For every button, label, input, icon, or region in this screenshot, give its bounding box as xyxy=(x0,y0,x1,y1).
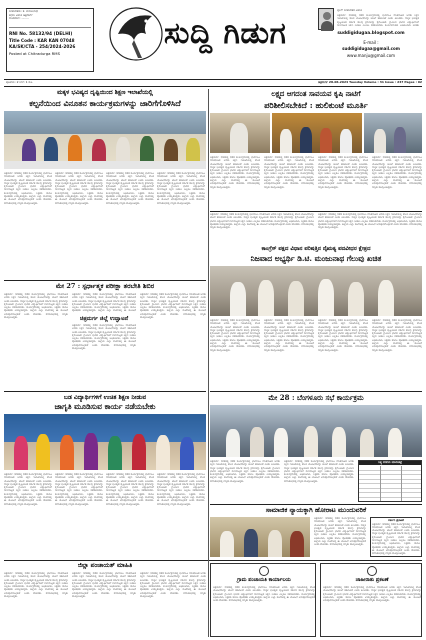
left-info-line-2: ಕಛೇರಿ ವಿಳಾಸ ಚಿತ್ರದುರ್ಗ xyxy=(9,12,33,17)
story-1-headline-2: ಕಲ್ಪನೆಯಿಂದ ವಿನೂತನ ಕಾರ್ಯಕ್ರಮಗಳನ್ನು ಜಾರಿಗೆಗೊಳಿಸಿದೆ xyxy=(29,98,181,108)
masthead-right-info xyxy=(318,8,420,72)
story-4-col-2: ಚಿತ್ರದುರ್ಗ: ನಗರದಲ್ಲಿ ನಡೆದ ಕಾರ್ಯಕ್ರಮದಲ್ಲಿ ಭಾಗವಹಿಸಿ ಮಾತನಾಡಿದ ಅವರು ಶಿಕ್ಷಣ ಇಲಾಖೆಯಲ್ಲಿ ಹೊಸ ಯೋಜನೆಗಳನ್ನು ಜಾರಿಗೆ ತರಲಾಗಿದೆ ಎಂದು ತಿಳಿಸಿದರು. ಮಕ್ಕಳ ಭವಿಷ್ಯದ ದೃಷ್ಟಿಯಿಂದ ಸರ್ಕಾರ ಹಲವು ಕ್ರಮಗಳನ್ನು ಕೈಗೊಂಡಿದೆ. ಗ್ರಾಮೀಣ ಭಾಗದ ವಿದ್ಯಾರ್ಥಿಗಳಿಗೆ ಗುಣಮಟ್ಟದ ಶಿಕ್ಷಣ ನೀಡಲು ಎಲ್ಲರೂ ಸಹಕರಿಸಬೇಕು. ಕಾರ್ಯಕ್ರಮದಲ್ಲಿ ಅಧಿಕಾರಿಗಳು, ಶಿಕ್ಷಕರು ಹಾಗೂ ಪೋಷಕರು ಉಪಸ್ಥಿತರಿದ್ದರು. ಜಿಲ್ಲೆಯ ಎಲ್ಲಾ ಶಾಲೆಗಳಲ್ಲಿ ಈ ಯೋಜನೆ ಅನುಷ್ಠಾನಗೊಳ್ಳಲಿದೆ ಎಂದು ಹೇಳಿದರು. ಸಮಾರಂಭದಲ್ಲಿ ಗಣ್ಯರು ಪಾಲ್ಗೊಂಡಿದ್ದರು. xyxy=(140,293,206,320)
seal-icon xyxy=(367,566,377,576)
story-8-headline: ಸಾಮಾಜಿಕ ನ್ಯಾಯಕ್ಕಾಗಿ ಹೋರಾಟ ಮುಂದುವರಿಕೆ xyxy=(265,506,367,514)
blog-address: suddigidugaa.blogspot.com xyxy=(337,31,405,36)
story-2-photo-3 xyxy=(364,113,422,153)
story-2-col-4: ಚಿತ್ರದುರ್ಗ: ನಗರದಲ್ಲಿ ನಡೆದ ಕಾರ್ಯಕ್ರಮದಲ್ಲಿ ಭಾಗವಹಿಸಿ ಮಾತನಾಡಿದ ಅವರು ಶಿಕ್ಷಣ ಇಲಾಖೆಯಲ್ಲಿ ಹೊಸ ಯೋಜನೆಗಳನ್ನು ಜಾರಿಗೆ ತರಲಾಗಿದೆ ಎಂದು ತಿಳಿಸಿದರು. ಮಕ್ಕಳ ಭವಿಷ್ಯದ ದೃಷ್ಟಿಯಿಂದ ಸರ್ಕಾರ ಹಲವು ಕ್ರಮಗಳನ್ನು ಕೈಗೊಂಡಿದೆ. ಗ್ರಾಮೀಣ ಭಾಗದ ವಿದ್ಯಾರ್ಥಿಗಳಿಗೆ ಗುಣಮಟ್ಟದ ಶಿಕ್ಷಣ ನೀಡಲು ಎಲ್ಲರೂ ಸಹಕರಿಸಬೇಕು. ಕಾರ್ಯಕ್ರಮದಲ್ಲಿ ಅಧಿಕಾರಿಗಳು, ಶಿಕ್ಷಕರು ಹಾಗೂ ಪೋಷಕರು ಉಪಸ್ಥಿತರಿದ್ದರು. ಜಿಲ್ಲೆಯ ಎಲ್ಲಾ ಶಾಲೆಗಳಲ್ಲಿ ಈ ಯೋಜನೆ ಅನುಷ್ಠಾನಗೊಳ್ಳಲಿದೆ ಎಂದು ಹೇಳಿದರು. ಸಮಾರಂಭದಲ್ಲಿ ಗಣ್ಯರು ಪಾಲ್ಗೊಂಡಿದ್ದರು. xyxy=(372,156,422,189)
story-1 xyxy=(4,89,206,279)
gram-panchayat-text: ಚಿತ್ರದುರ್ಗ: ನಗರದಲ್ಲಿ ನಡೆದ ಕಾರ್ಯಕ್ರಮದಲ್ಲಿ ಭಾಗವಹಿಸಿ ಮಾತನಾಡಿದ ಅವರು ಶಿಕ್ಷಣ ಇಲಾಖೆಯಲ್ಲಿ ಹೊಸ ಯೋಜನೆಗಳನ್ನು ಜಾರಿಗೆ ತರಲಾಗಿದೆ ಎಂದು ತಿಳಿಸಿದರು. ಮಕ್ಕಳ ಭವಿಷ್ಯದ ದೃಷ್ಟಿಯಿಂದ ಸರ್ಕಾರ ಹಲವು ಕ್ರಮಗಳನ್ನು ಕೈಗೊಂಡಿದೆ. ಗ್ರಾಮೀಣ ಭಾಗದ ವಿದ್ಯಾರ್ಥಿಗಳಿಗೆ ಗುಣಮಟ್ಟದ ಶಿಕ್ಷಣ ನೀಡಲು ಎಲ್ಲರೂ ಸಹಕರಿಸಬೇಕು. ಕಾರ್ಯಕ್ರಮದಲ್ಲಿ ಅಧಿಕಾರಿಗಳು, ಶಿಕ್ಷಕರು ಹಾಗೂ ಪೋಷಕರು ಉಪಸ್ಥಿತರಿದ್ದರು. ಜಿಲ್ಲೆಯ ಎಲ್ಲಾ ಶಾಲೆಗಳಲ್ಲಿ ಈ ಯೋಜನೆ ಅನುಷ್ಠಾನಗೊಳ್ಳಲಿದೆ ಎಂದು ಹೇಳಿದರು. ಸಮಾರಂಭದಲ್ಲಿ ಗಣ್ಯರು ಪಾಲ್ಗೊಂಡಿದ್ದರು. xyxy=(213,586,315,603)
right-info-body: ಚಿತ್ರದುರ್ಗ: ನಗರದಲ್ಲಿ ನಡೆದ ಕಾರ್ಯಕ್ರಮದಲ್ಲಿ ಭಾಗವಹಿಸಿ ಮಾತನಾಡಿದ ಅವರು ಶಿಕ್ಷಣ ಇಲಾಖೆಯಲ್ಲಿ ಹೊಸ ಯೋಜನೆಗಳನ್ನು ಜಾರಿಗೆ ತರಲಾಗಿದೆ ಎಂದು ತಿಳಿಸಿದರು. ಮಕ್ಕಳ ಭವಿಷ್ಯದ ದೃಷ್ಟಿಯಿಂದ ಸರ್ಕಾರ ಹಲವು ಕ್ರಮಗಳನ್ನು ಕೈಗೊಂಡಿದೆ. ಗ್ರಾಮೀಣ ಭಾಗದ ವಿದ್ಯಾರ್ಥಿಗಳಿಗೆ ಗುಣಮಟ್ಟದ ಶಿಕ್ಷಣ ನೀಡಲು ಎಲ್ಲರೂ ಸಹಕರಿಸಬೇಕು. ಕಾರ್ಯಕ್ರಮದಲ್ಲಿ ಅಧಿಕಾರಿಗಳು, ಶಿಕ್ಷಕರು xyxy=(337,14,419,26)
website-address[interactable]: www.manju@gmail.com xyxy=(346,53,396,58)
story-5-col-1: ಚಿತ್ರದುರ್ಗ: ನಗರದಲ್ಲಿ ನಡೆದ ಕಾರ್ಯಕ್ರಮದಲ್ಲಿ ಭಾಗವಹಿಸಿ ಮಾತನಾಡಿದ ಅವರು ಶಿಕ್ಷಣ ಇಲಾಖೆಯಲ್ಲಿ ಹೊಸ ಯೋಜನೆಗಳನ್ನು ಜಾರಿಗೆ ತರಲಾಗಿದೆ ಎಂದು ತಿಳಿಸಿದರು. ಮಕ್ಕಳ ಭವಿಷ್ಯದ ದೃಷ್ಟಿಯಿಂದ ಸರ್ಕಾರ ಹಲವು ಕ್ರಮಗಳನ್ನು ಕೈಗೊಂಡಿದೆ. ಗ್ರಾಮೀಣ ಭಾಗದ ವಿದ್ಯಾರ್ಥಿಗಳಿಗೆ ಗುಣಮಟ್ಟದ ಶಿಕ್ಷಣ ನೀಡಲು ಎಲ್ಲರೂ ಸಹಕರಿಸಬೇಕು. ಕಾರ್ಯಕ್ರಮದಲ್ಲಿ ಅಧಿಕಾರಿಗಳು, ಶಿಕ್ಷಕರು ಹಾಗೂ ಪೋಷಕರು ಉಪಸ್ಥಿತರಿದ್ದರು. ಜಿಲ್ಲೆಯ ಎಲ್ಲಾ ಶಾಲೆಗಳಲ್ಲಿ ಈ ಯೋಜನೆ ಅನುಷ್ಠಾನಗೊಳ್ಳಲಿದೆ ಎಂದು ಹೇಳಿದರು. ಸಮಾರಂಭದಲ್ಲಿ ಗಣ್ಯರು ಪಾಲ್ಗೊಂಡಿದ್ದರು. xyxy=(210,319,260,352)
email-address[interactable]: suddigidugaa@gmail.com xyxy=(342,46,400,51)
story-5-headline-2: ನಿಜವಾದ ಅಭ್ಯರ್ಥಿ ಡಿ.ಟಿ. ಮಂಜುನಾಥ ಗೆಲುವು ಖಚಿತ xyxy=(250,254,382,263)
story-4-col-1: ಚಿತ್ರದುರ್ಗ: ನಗರದಲ್ಲಿ ನಡೆದ ಕಾರ್ಯಕ್ರಮದಲ್ಲಿ ಭಾಗವಹಿಸಿ ಮಾತನಾಡಿದ ಅವರು ಶಿಕ್ಷಣ ಇಲಾಖೆಯಲ್ಲಿ ಹೊಸ ಯೋಜನೆಗಳನ್ನು ಜಾರಿಗೆ ತರಲಾಗಿದೆ ಎಂದು ತಿಳಿಸಿದರು. ಮಕ್ಕಳ ಭವಿಷ್ಯದ ದೃಷ್ಟಿಯಿಂದ ಸರ್ಕಾರ ಹಲವು ಕ್ರಮಗಳನ್ನು ಕೈಗೊಂಡಿದೆ. ಗ್ರಾಮೀಣ ಭಾಗದ ವಿದ್ಯಾರ್ಥಿಗಳಿಗೆ ಗುಣಮಟ್ಟದ ಶಿಕ್ಷಣ ನೀಡಲು ಎಲ್ಲರೂ ಸಹಕರಿಸಬೇಕು. ಕಾರ್ಯಕ್ರಮದಲ್ಲಿ ಅಧಿಕಾರಿಗಳು, ಶಿಕ್ಷಕರು ಹಾಗೂ ಪೋಷಕರು ಉಪಸ್ಥಿತರಿದ್ದರು. ಜಿಲ್ಲೆಯ ಎಲ್ಲಾ ಶಾಲೆಗಳಲ್ಲಿ ಈ ಯೋಜನೆ ಅನುಷ್ಠಾನಗೊಳ್ಳಲಿದೆ ಎಂದು ಹೇಳಿದರು. ಸಮಾರಂಭದಲ್ಲಿ ಗಣ್ಯರು ಪಾಲ್ಗೊಂಡಿದ್ದರು. xyxy=(72,324,136,351)
title-code: Title Code : KAR KAN 07048 xyxy=(9,38,75,43)
divider-s3 xyxy=(4,280,206,281)
story-2-col-1: ಚಿತ್ರದುರ್ಗ: ನಗರದಲ್ಲಿ ನಡೆದ ಕಾರ್ಯಕ್ರಮದಲ್ಲಿ ಭಾಗವಹಿಸಿ ಮಾತನಾಡಿದ ಅವರು ಶಿಕ್ಷಣ ಇಲಾಖೆಯಲ್ಲಿ ಹೊಸ ಯೋಜನೆಗಳನ್ನು ಜಾರಿಗೆ ತರಲಾಗಿದೆ ಎಂದು ತಿಳಿಸಿದರು. ಮಕ್ಕಳ ಭವಿಷ್ಯದ ದೃಷ್ಟಿಯಿಂದ ಸರ್ಕಾರ ಹಲವು ಕ್ರಮಗಳನ್ನು ಕೈಗೊಂಡಿದೆ. ಗ್ರಾಮೀಣ ಭಾಗದ ವಿದ್ಯಾರ್ಥಿಗಳಿಗೆ ಗುಣಮಟ್ಟದ ಶಿಕ್ಷಣ ನೀಡಲು ಎಲ್ಲರೂ ಸಹಕರಿಸಬೇಕು. ಕಾರ್ಯಕ್ರಮದಲ್ಲಿ ಅಧಿಕಾರಿಗಳು, ಶಿಕ್ಷಕರು ಹಾಗೂ ಪೋಷಕರು ಉಪಸ್ಥಿತರಿದ್ದರು. ಜಿಲ್ಲೆಯ ಎಲ್ಲಾ ಶಾಲೆಗಳಲ್ಲಿ ಈ ಯೋಜನೆ ಅನುಷ್ಠಾನಗೊಳ್ಳಲಿದೆ ಎಂದು ಹೇಳಿದರು. ಸಮಾರಂಭದಲ್ಲಿ ಗಣ್ಯರು ಪಾಲ್ಗೊಂಡಿದ್ದರು. xyxy=(210,156,260,189)
story-1-col-1: ಚಿತ್ರದುರ್ಗ: ನಗರದಲ್ಲಿ ನಡೆದ ಕಾರ್ಯಕ್ರಮದಲ್ಲಿ ಭಾಗವಹಿಸಿ ಮಾತನಾಡಿದ ಅವರು ಶಿಕ್ಷಣ ಇಲಾಖೆಯಲ್ಲಿ ಹೊಸ ಯೋಜನೆಗಳನ್ನು ಜಾರಿಗೆ ತರಲಾಗಿದೆ ಎಂದು ತಿಳಿಸಿದರು. ಮಕ್ಕಳ ಭವಿಷ್ಯದ ದೃಷ್ಟಿಯಿಂದ ಸರ್ಕಾರ ಹಲವು ಕ್ರಮಗಳನ್ನು ಕೈಗೊಂಡಿದೆ. ಗ್ರಾಮೀಣ ಭಾಗದ ವಿದ್ಯಾರ್ಥಿಗಳಿಗೆ ಗುಣಮಟ್ಟದ ಶಿಕ್ಷಣ ನೀಡಲು ಎಲ್ಲರೂ ಸಹಕರಿಸಬೇಕು. ಕಾರ್ಯಕ್ರಮದಲ್ಲಿ ಅಧಿಕಾರಿಗಳು, ಶಿಕ್ಷಕರು ಹಾಗೂ ಪೋಷಕರು ಉಪಸ್ಥಿತರಿದ್ದರು. ಜಿಲ್ಲೆಯ ಎಲ್ಲಾ ಶಾಲೆಗಳಲ್ಲಿ ಈ ಯೋಜನೆ ಅನುಷ್ಠಾನಗೊಳ್ಳಲಿದೆ ಎಂದು ಹೇಳಿದರು. ಸಮಾರಂಭದಲ್ಲಿ ಗಣ್ಯರು ಪಾಲ್ಗೊಂಡಿದ್ದರು. xyxy=(4,172,52,205)
emblem-icon xyxy=(259,566,269,576)
story-3-col-2: ಚಿತ್ರದುರ್ಗ: ನಗರದಲ್ಲಿ ನಡೆದ ಕಾರ್ಯಕ್ರಮದಲ್ಲಿ ಭಾಗವಹಿಸಿ ಮಾತನಾಡಿದ ಅವರು ಶಿಕ್ಷಣ ಇಲಾಖೆಯಲ್ಲಿ ಹೊಸ ಯೋಜನೆಗಳನ್ನು ಜಾರಿಗೆ ತರಲಾಗಿದೆ ಎಂದು ತಿಳಿಸಿದರು. ಮಕ್ಕಳ ಭವಿಷ್ಯದ ದೃಷ್ಟಿಯಿಂದ ಸರ್ಕಾರ ಹಲವು ಕ್ರಮಗಳನ್ನು ಕೈಗೊಂಡಿದೆ. ಗ್ರಾಮೀಣ ಭಾಗದ ವಿದ್ಯಾರ್ಥಿಗಳಿಗೆ ಗುಣಮಟ್ಟದ ಶಿಕ್ಷಣ ನೀಡಲು ಎಲ್ಲರೂ ಸಹಕರಿಸಬೇಕು. ಕಾರ್ಯಕ್ರಮದಲ್ಲಿ ಅಧಿಕಾರಿಗಳು, ಶಿಕ್ಷಕರು ಹಾಗೂ ಪೋಷಕರು ಉಪಸ್ಥಿತರಿದ್ದರು. ಜಿಲ್ಲೆಯ ಎಲ್ಲಾ ಶಾಲೆಗಳಲ್ಲಿ ಈ ಯೋಜನೆ xyxy=(72,293,136,313)
posted-at: Posted at Chitradurga RMS xyxy=(9,51,60,56)
story-5-pre-col-1: ಚಿತ್ರದುರ್ಗ: ನಗರದಲ್ಲಿ ನಡೆದ ಕಾರ್ಯಕ್ರಮದಲ್ಲಿ ಭಾಗವಹಿಸಿ ಮಾತನಾಡಿದ ಅವರು ಶಿಕ್ಷಣ ಇಲಾಖೆಯಲ್ಲಿ ಹೊಸ ಯೋಜನೆಗಳನ್ನು ಜಾರಿಗೆ ತರಲಾಗಿದೆ ಎಂದು ತಿಳಿಸಿದರು. ಮಕ್ಕಳ ಭವಿಷ್ಯದ ದೃಷ್ಟಿಯಿಂದ ಸರ್ಕಾರ ಹಲವು ಕ್ರಮಗಳನ್ನು ಕೈಗೊಂಡಿದೆ. ಗ್ರಾಮೀಣ ಭಾಗದ ವಿದ್ಯಾರ್ಥಿಗಳಿಗೆ ಗುಣಮಟ್ಟದ ಶಿಕ್ಷಣ ನೀಡಲು ಎಲ್ಲರೂ ಸಹಕರಿಸಬೇಕು. ಕಾರ್ಯಕ್ರಮದಲ್ಲಿ ಅಧಿಕಾರಿಗಳು, ಶಿಕ್ಷಕರು ಹಾಗೂ ಪೋಷಕರು ಉಪಸ್ಥಿತರಿದ್ದರು. ಜಿಲ್ಲೆಯ ಎಲ್ಲಾ ಶಾಲೆಗಳಲ್ಲಿ ಈ ಯೋಜನೆ ಅನುಷ್ಠಾನಗೊಳ್ಳಲಿದೆ ಎಂದು ಹೇಳಿದರು. ಸಮಾರಂಭದಲ್ಲಿ ಗಣ್ಯರು ಪಾಲ್ಗೊಂಡಿದ್ದರು. xyxy=(210,213,314,230)
story-7-col-1: ಚಿತ್ರದುರ್ಗ: ನಗರದಲ್ಲಿ ನಡೆದ ಕಾರ್ಯಕ್ರಮದಲ್ಲಿ ಭಾಗವಹಿಸಿ ಮಾತನಾಡಿದ ಅವರು ಶಿಕ್ಷಣ ಇಲಾಖೆಯಲ್ಲಿ ಹೊಸ ಯೋಜನೆಗಳನ್ನು ಜಾರಿಗೆ ತರಲಾಗಿದೆ ಎಂದು ತಿಳಿಸಿದರು. ಮಕ್ಕಳ ಭವಿಷ್ಯದ ದೃಷ್ಟಿಯಿಂದ ಸರ್ಕಾರ ಹಲವು ಕ್ರಮಗಳನ್ನು ಕೈಗೊಂಡಿದೆ. ಗ್ರಾಮೀಣ ಭಾಗದ ವಿದ್ಯಾರ್ಥಿಗಳಿಗೆ ಗುಣಮಟ್ಟದ ಶಿಕ್ಷಣ ನೀಡಲು ಎಲ್ಲರೂ ಸಹಕರಿಸಬೇಕು. ಕಾರ್ಯಕ್ರಮದಲ್ಲಿ ಅಧಿಕಾರಿಗಳು, ಶಿಕ್ಷಕರು ಹಾಗೂ ಪೋಷಕರು ಉಪಸ್ಥಿತರಿದ್ದರು. ಜಿಲ್ಲೆಯ ಎಲ್ಲಾ ಶಾಲೆಗಳಲ್ಲಿ ಈ ಯೋಜನೆ ಅನುಷ್ಠಾನಗೊಳ್ಳಲಿದೆ ಎಂದು ಹೇಳಿದರು. ಸಮಾರಂಭದಲ್ಲಿ ಗಣ್ಯರು ಪಾಲ್ಗೊಂಡಿದ್ದರು. xyxy=(4,473,52,506)
divider-s5 xyxy=(210,211,422,212)
story-5-col-2: ಚಿತ್ರದುರ್ಗ: ನಗರದಲ್ಲಿ ನಡೆದ ಕಾರ್ಯಕ್ರಮದಲ್ಲಿ ಭಾಗವಹಿಸಿ ಮಾತನಾಡಿದ ಅವರು ಶಿಕ್ಷಣ ಇಲಾಖೆಯಲ್ಲಿ ಹೊಸ ಯೋಜನೆಗಳನ್ನು ಜಾರಿಗೆ ತರಲಾಗಿದೆ ಎಂದು ತಿಳಿಸಿದರು. ಮಕ್ಕಳ ಭವಿಷ್ಯದ ದೃಷ್ಟಿಯಿಂದ ಸರ್ಕಾರ ಹಲವು ಕ್ರಮಗಳನ್ನು ಕೈಗೊಂಡಿದೆ. ಗ್ರಾಮೀಣ ಭಾಗದ ವಿದ್ಯಾರ್ಥಿಗಳಿಗೆ ಗುಣಮಟ್ಟದ ಶಿಕ್ಷಣ ನೀಡಲು ಎಲ್ಲರೂ ಸಹಕರಿಸಬೇಕು. ಕಾರ್ಯಕ್ರಮದಲ್ಲಿ ಅಧಿಕಾರಿಗಳು, ಶಿಕ್ಷಕರು ಹಾಗೂ ಪೋಷಕರು ಉಪಸ್ಥಿತರಿದ್ದರು. ಜಿಲ್ಲೆಯ ಎಲ್ಲಾ ಶಾಲೆಗಳಲ್ಲಿ ಈ ಯೋಜನೆ ಅನುಷ್ಠಾನಗೊಳ್ಳಲಿದೆ ಎಂದು ಹೇಳಿದರು. ಸಮಾರಂಭದಲ್ಲಿ ಗಣ್ಯರು ಪಾಲ್ಗೊಂಡಿದ್ದರು. xyxy=(264,319,314,352)
story-2-col-2: ಚಿತ್ರದುರ್ಗ: ನಗರದಲ್ಲಿ ನಡೆದ ಕಾರ್ಯಕ್ರಮದಲ್ಲಿ ಭಾಗವಹಿಸಿ ಮಾತನಾಡಿದ ಅವರು ಶಿಕ್ಷಣ ಇಲಾಖೆಯಲ್ಲಿ ಹೊಸ ಯೋಜನೆಗಳನ್ನು ಜಾರಿಗೆ ತರಲಾಗಿದೆ ಎಂದು ತಿಳಿಸಿದರು. ಮಕ್ಕಳ ಭವಿಷ್ಯದ ದೃಷ್ಟಿಯಿಂದ ಸರ್ಕಾರ ಹಲವು ಕ್ರಮಗಳನ್ನು ಕೈಗೊಂಡಿದೆ. ಗ್ರಾಮೀಣ ಭಾಗದ ವಿದ್ಯಾರ್ಥಿಗಳಿಗೆ ಗುಣಮಟ್ಟದ ಶಿಕ್ಷಣ ನೀಡಲು ಎಲ್ಲರೂ ಸಹಕರಿಸಬೇಕು. ಕಾರ್ಯಕ್ರಮದಲ್ಲಿ ಅಧಿಕಾರಿಗಳು, ಶಿಕ್ಷಕರು ಹಾಗೂ ಪೋಷಕರು ಉಪಸ್ಥಿತರಿದ್ದರು. ಜಿಲ್ಲೆಯ ಎಲ್ಲಾ ಶಾಲೆಗಳಲ್ಲಿ ಈ ಯೋಜನೆ ಅನುಷ್ಠಾನಗೊಳ್ಳಲಿದೆ ಎಂದು ಹೇಳಿದರು. ಸಮಾರಂಭದಲ್ಲಿ ಗಣ್ಯರು ಪಾಲ್ಗೊಂಡಿದ್ದರು. xyxy=(264,156,314,189)
masthead-left-info xyxy=(6,8,94,72)
story-7-col-3: ಚಿತ್ರದುರ್ಗ: ನಗರದಲ್ಲಿ ನಡೆದ ಕಾರ್ಯಕ್ರಮದಲ್ಲಿ ಭಾಗವಹಿಸಿ ಮಾತನಾಡಿದ ಅವರು ಶಿಕ್ಷಣ ಇಲಾಖೆಯಲ್ಲಿ ಹೊಸ ಯೋಜನೆಗಳನ್ನು ಜಾರಿಗೆ ತರಲಾಗಿದೆ ಎಂದು ತಿಳಿಸಿದರು. ಮಕ್ಕಳ ಭವಿಷ್ಯದ ದೃಷ್ಟಿಯಿಂದ ಸರ್ಕಾರ ಹಲವು ಕ್ರಮಗಳನ್ನು ಕೈಗೊಂಡಿದೆ. ಗ್ರಾಮೀಣ ಭಾಗದ ವಿದ್ಯಾರ್ಥಿಗಳಿಗೆ ಗುಣಮಟ್ಟದ ಶಿಕ್ಷಣ ನೀಡಲು ಎಲ್ಲರೂ ಸಹಕರಿಸಬೇಕು. ಕಾರ್ಯಕ್ರಮದಲ್ಲಿ ಅಧಿಕಾರಿಗಳು, ಶಿಕ್ಷಕರು ಹಾಗೂ ಪೋಷಕರು ಉಪಸ್ಥಿತರಿದ್ದರು. ಜಿಲ್ಲೆಯ ಎಲ್ಲಾ ಶಾಲೆಗಳಲ್ಲಿ ಈ ಯೋಜನೆ ಅನುಷ್ಠಾನಗೊಳ್ಳಲಿದೆ ಎಂದು ಹೇಳಿದರು. ಸಮಾರಂಭದಲ್ಲಿ ಗಣ್ಯರು ಪಾಲ್ಗೊಂಡಿದ್ದರು. xyxy=(106,473,154,506)
story-3-col-1: ಚಿತ್ರದುರ್ಗ: ನಗರದಲ್ಲಿ ನಡೆದ ಕಾರ್ಯಕ್ರಮದಲ್ಲಿ ಭಾಗವಹಿಸಿ ಮಾತನಾಡಿದ ಅವರು ಶಿಕ್ಷಣ ಇಲಾಖೆಯಲ್ಲಿ ಹೊಸ ಯೋಜನೆಗಳನ್ನು ಜಾರಿಗೆ ತರಲಾಗಿದೆ ಎಂದು ತಿಳಿಸಿದರು. ಮಕ್ಕಳ ಭವಿಷ್ಯದ ದೃಷ್ಟಿಯಿಂದ ಸರ್ಕಾರ ಹಲವು ಕ್ರಮಗಳನ್ನು ಕೈಗೊಂಡಿದೆ. ಗ್ರಾಮೀಣ ಭಾಗದ ವಿದ್ಯಾರ್ಥಿಗಳಿಗೆ ಗುಣಮಟ್ಟದ ಶಿಕ್ಷಣ ನೀಡಲು ಎಲ್ಲರೂ ಸಹಕರಿಸಬೇಕು. ಕಾರ್ಯಕ್ರಮದಲ್ಲಿ ಅಧಿಕಾರಿಗಳು, ಶಿಕ್ಷಕರು ಹಾಗೂ ಪೋಷಕರು ಉಪಸ್ಥಿತರಿದ್ದರು. ಜಿಲ್ಲೆಯ ಎಲ್ಲಾ ಶಾಲೆಗಳಲ್ಲಿ ಈ ಯೋಜನೆ ಅನುಷ್ಠಾನಗೊಳ್ಳಲಿದೆ ಎಂದು ಹೇಳಿದರು. ಸಮಾರಂಭದಲ್ಲಿ ಗಣ್ಯರು ಪಾಲ್ಗೊಂಡಿದ್ದರು. xyxy=(4,293,68,320)
divider-s6 xyxy=(210,391,422,392)
masthead xyxy=(0,0,426,80)
story-2-photo-2 xyxy=(272,113,362,153)
story-1-col-2: ಚಿತ್ರದುರ್ಗ: ನಗರದಲ್ಲಿ ನಡೆದ ಕಾರ್ಯಕ್ರಮದಲ್ಲಿ ಭಾಗವಹಿಸಿ ಮಾತನಾಡಿದ ಅವರು ಶಿಕ್ಷಣ ಇಲಾಖೆಯಲ್ಲಿ ಹೊಸ ಯೋಜನೆಗಳನ್ನು ಜಾರಿಗೆ ತರಲಾಗಿದೆ ಎಂದು ತಿಳಿಸಿದರು. ಮಕ್ಕಳ ಭವಿಷ್ಯದ ದೃಷ್ಟಿಯಿಂದ ಸರ್ಕಾರ ಹಲವು ಕ್ರಮಗಳನ್ನು ಕೈಗೊಂಡಿದೆ. ಗ್ರಾಮೀಣ ಭಾಗದ ವಿದ್ಯಾರ್ಥಿಗಳಿಗೆ ಗುಣಮಟ್ಟದ ಶಿಕ್ಷಣ ನೀಡಲು ಎಲ್ಲರೂ ಸಹಕರಿಸಬೇಕು. ಕಾರ್ಯಕ್ರಮದಲ್ಲಿ ಅಧಿಕಾರಿಗಳು, ಶಿಕ್ಷಕರು ಹಾಗೂ ಪೋಷಕರು ಉಪಸ್ಥಿತರಿದ್ದರು. ಜಿಲ್ಲೆಯ ಎಲ್ಲಾ ಶಾಲೆಗಳಲ್ಲಿ ಈ ಯೋಜನೆ ಅನುಷ್ಠಾನಗೊಳ್ಳಲಿದೆ ಎಂದು ಹೇಳಿದರು. ಸಮಾರಂಭದಲ್ಲಿ ಗಣ್ಯರು ಪಾಲ್ಗೊಂಡಿದ್ದರು. xyxy=(55,172,103,205)
story-2-col-3: ಚಿತ್ರದುರ್ಗ: ನಗರದಲ್ಲಿ ನಡೆದ ಕಾರ್ಯಕ್ರಮದಲ್ಲಿ ಭಾಗವಹಿಸಿ ಮಾತನಾಡಿದ ಅವರು ಶಿಕ್ಷಣ ಇಲಾಖೆಯಲ್ಲಿ ಹೊಸ ಯೋಜನೆಗಳನ್ನು ಜಾರಿಗೆ ತರಲಾಗಿದೆ ಎಂದು ತಿಳಿಸಿದರು. ಮಕ್ಕಳ ಭವಿಷ್ಯದ ದೃಷ್ಟಿಯಿಂದ ಸರ್ಕಾರ ಹಲವು ಕ್ರಮಗಳನ್ನು ಕೈಗೊಂಡಿದೆ. ಗ್ರಾಮೀಣ ಭಾಗದ ವಿದ್ಯಾರ್ಥಿಗಳಿಗೆ ಗುಣಮಟ್ಟದ ಶಿಕ್ಷಣ ನೀಡಲು ಎಲ್ಲರೂ ಸಹಕರಿಸಬೇಕು. ಕಾರ್ಯಕ್ರಮದಲ್ಲಿ ಅಧಿಕಾರಿಗಳು, ಶಿಕ್ಷಕರು ಹಾಗೂ ಪೋಷಕರು ಉಪಸ್ಥಿತರಿದ್ದರು. ಜಿಲ್ಲೆಯ ಎಲ್ಲಾ ಶಾಲೆಗಳಲ್ಲಿ ಈ ಯೋಜನೆ ಅನುಷ್ಠಾನಗೊಳ್ಳಲಿದೆ ಎಂದು ಹೇಳಿದರು. ಸಮಾರಂಭದಲ್ಲಿ ಗಣ್ಯರು ಪಾಲ್ಗೊಂಡಿದ್ದರು. xyxy=(318,156,368,189)
portrait-icon xyxy=(318,8,334,30)
story-6-col-2: ಚಿತ್ರದುರ್ಗ: ನಗರದಲ್ಲಿ ನಡೆದ ಕಾರ್ಯಕ್ರಮದಲ್ಲಿ ಭಾಗವಹಿಸಿ ಮಾತನಾಡಿದ ಅವರು ಶಿಕ್ಷಣ ಇಲಾಖೆಯಲ್ಲಿ ಹೊಸ ಯೋಜನೆಗಳನ್ನು ಜಾರಿಗೆ ತರಲಾಗಿದೆ ಎಂದು ತಿಳಿಸಿದರು. ಮಕ್ಕಳ ಭವಿಷ್ಯದ ದೃಷ್ಟಿಯಿಂದ ಸರ್ಕಾರ ಹಲವು ಕ್ರಮಗಳನ್ನು ಕೈಗೊಂಡಿದೆ. ಗ್ರಾಮೀಣ ಭಾಗದ ವಿದ್ಯಾರ್ಥಿಗಳಿಗೆ ಗುಣಮಟ್ಟದ ಶಿಕ್ಷಣ ನೀಡಲು ಎಲ್ಲರೂ ಸಹಕರಿಸಬೇಕು. ಕಾರ್ಯಕ್ರಮದಲ್ಲಿ ಅಧಿಕಾರಿಗಳು, ಶಿಕ್ಷಕರು ಹಾಗೂ ಪೋಷಕರು ಉಪಸ್ಥಿತರಿದ್ದರು. ಜಿಲ್ಲೆಯ ಎಲ್ಲಾ ಶಾಲೆಗಳಲ್ಲಿ ಈ ಯೋಜನೆ ಅನುಷ್ಠಾನಗೊಳ್ಳಲಿದೆ ಎಂದು ಹೇಳಿದರು. ಸಮಾರಂಭದಲ್ಲಿ ಗಣ್ಯರು ಪಾಲ್ಗೊಂಡಿದ್ದರು. xyxy=(284,460,354,483)
dateline: ಚಿತ್ರದುರ್ಗ 28-06-2024 Tuesday Volume : 31 Issue : 247 Pages : 02 xyxy=(318,80,422,84)
story-5-col-3: ಚಿತ್ರದುರ್ಗ: ನಗರದಲ್ಲಿ ನಡೆದ ಕಾರ್ಯಕ್ರಮದಲ್ಲಿ ಭಾಗವಹಿಸಿ ಮಾತನಾಡಿದ ಅವರು ಶಿಕ್ಷಣ ಇಲಾಖೆಯಲ್ಲಿ ಹೊಸ ಯೋಜನೆಗಳನ್ನು ಜಾರಿಗೆ ತರಲಾಗಿದೆ ಎಂದು ತಿಳಿಸಿದರು. ಮಕ್ಕಳ ಭವಿಷ್ಯದ ದೃಷ್ಟಿಯಿಂದ ಸರ್ಕಾರ ಹಲವು ಕ್ರಮಗಳನ್ನು ಕೈಗೊಂಡಿದೆ. ಗ್ರಾಮೀಣ ಭಾಗದ ವಿದ್ಯಾರ್ಥಿಗಳಿಗೆ ಗುಣಮಟ್ಟದ ಶಿಕ್ಷಣ ನೀಡಲು ಎಲ್ಲರೂ ಸಹಕರಿಸಬೇಕು. ಕಾರ್ಯಕ್ರಮದಲ್ಲಿ ಅಧಿಕಾರಿಗಳು, ಶಿಕ್ಷಕರು ಹಾಗೂ ಪೋಷಕರು ಉಪಸ್ಥಿತರಿದ್ದರು. ಜಿಲ್ಲೆಯ ಎಲ್ಲಾ ಶಾಲೆಗಳಲ್ಲಿ ಈ ಯೋಜನೆ ಅನುಷ್ಠಾನಗೊಳ್ಳಲಿದೆ ಎಂದು ಹೇಳಿದರು. ಸಮಾರಂಭದಲ್ಲಿ ಗಣ್ಯರು ಪಾಲ್ಗೊಂಡಿದ್ದರು. xyxy=(318,319,368,352)
story-6-headline: ಮೇ 28 : ಬೆಂಗಳೂರು ಸಭೆ ಕಾರ್ಯಕ್ರಮ xyxy=(268,393,364,402)
bird-emblem-icon xyxy=(108,4,164,64)
market-table-title: ನಿತ್ಯ ದರಗಳು ಮಾರುಕಟ್ಟೆ xyxy=(359,461,421,465)
story-7-col-4: ಚಿತ್ರದುರ್ಗ: ನಗರದಲ್ಲಿ ನಡೆದ ಕಾರ್ಯಕ್ರಮದಲ್ಲಿ ಭಾಗವಹಿಸಿ ಮಾತನಾಡಿದ ಅವರು ಶಿಕ್ಷಣ ಇಲಾಖೆಯಲ್ಲಿ ಹೊಸ ಯೋಜನೆಗಳನ್ನು ಜಾರಿಗೆ ತರಲಾಗಿದೆ ಎಂದು ತಿಳಿಸಿದರು. ಮಕ್ಕಳ ಭವಿಷ್ಯದ ದೃಷ್ಟಿಯಿಂದ ಸರ್ಕಾರ ಹಲವು ಕ್ರಮಗಳನ್ನು ಕೈಗೊಂಡಿದೆ. ಗ್ರಾಮೀಣ ಭಾಗದ ವಿದ್ಯಾರ್ಥಿಗಳಿಗೆ ಗುಣಮಟ್ಟದ ಶಿಕ್ಷಣ ನೀಡಲು ಎಲ್ಲರೂ ಸಹಕರಿಸಬೇಕು. ಕಾರ್ಯಕ್ರಮದಲ್ಲಿ ಅಧಿಕಾರಿಗಳು, ಶಿಕ್ಷಕರು ಹಾಗೂ ಪೋಷಕರು ಉಪಸ್ಥಿತರಿದ್ದರು. ಜಿಲ್ಲೆಯ ಎಲ್ಲಾ ಶಾಲೆಗಳಲ್ಲಿ ಈ ಯೋಜನೆ ಅನುಷ್ಠಾನಗೊಳ್ಳಲಿದೆ ಎಂದು ಹೇಳಿದರು. ಸಮಾರಂಭದಲ್ಲಿ ಗಣ್ಯರು ಪಾಲ್ಗೊಂಡಿದ್ದರು. xyxy=(157,473,205,506)
story-2-headline-1: ಲಕ್ಷ್ಯದ ಆಗದಂತ ಸಾವಯವ ಕೃಷಿ ನಾಟಿಗೆ xyxy=(271,89,361,98)
advertisement-title: ಜಾಹೀರಾತು ಪ್ರಕಟಣೆ xyxy=(355,577,389,583)
right-info-text: ಬ್ಲಾಗ್ ಸಂಪಾದಕರ ವಿಳಾಸ xyxy=(337,8,362,12)
story-9-col-2: ಚಿತ್ರದುರ್ಗ: ನಗರದಲ್ಲಿ ನಡೆದ ಕಾರ್ಯಕ್ರಮದಲ್ಲಿ ಭಾಗವಹಿಸಿ ಮಾತನಾಡಿದ ಅವರು ಶಿಕ್ಷಣ ಇಲಾಖೆಯಲ್ಲಿ ಹೊಸ ಯೋಜನೆಗಳನ್ನು ಜಾರಿಗೆ ತರಲಾಗಿದೆ ಎಂದು ತಿಳಿಸಿದರು. ಮಕ್ಕಳ ಭವಿಷ್ಯದ ದೃಷ್ಟಿಯಿಂದ ಸರ್ಕಾರ ಹಲವು ಕ್ರಮಗಳನ್ನು ಕೈಗೊಂಡಿದೆ. ಗ್ರಾಮೀಣ ಭಾಗದ ವಿದ್ಯಾರ್ಥಿಗಳಿಗೆ ಗುಣಮಟ್ಟದ ಶಿಕ್ಷಣ ನೀಡಲು ಎಲ್ಲರೂ ಸಹಕರಿಸಬೇಕು. ಕಾರ್ಯಕ್ರಮದಲ್ಲಿ ಅಧಿಕಾರಿಗಳು, ಶಿಕ್ಷಕರು ಹಾಗೂ ಪೋಷಕರು ಉಪಸ್ಥಿತರಿದ್ದರು. ಜಿಲ್ಲೆಯ ಎಲ್ಲಾ ಶಾಲೆಗಳಲ್ಲಿ ಈ ಯೋಜನೆ ಅನುಷ್ಠಾನಗೊಳ್ಳಲಿದೆ ಎಂದು ಹೇಳಿದರು. ಸಮಾರಂಭದಲ್ಲಿ ಗಣ್ಯರು ಪಾಲ್ಗೊಂಡಿದ್ದರು. xyxy=(72,572,136,599)
newspaper-title: ಸುದ್ದಿ ಗಿಡುಗ xyxy=(164,16,287,51)
story-9-col-3: ಚಿತ್ರದುರ್ಗ: ನಗರದಲ್ಲಿ ನಡೆದ ಕಾರ್ಯಕ್ರಮದಲ್ಲಿ ಭಾಗವಹಿಸಿ ಮಾತನಾಡಿದ ಅವರು ಶಿಕ್ಷಣ ಇಲಾಖೆಯಲ್ಲಿ ಹೊಸ ಯೋಜನೆಗಳನ್ನು ಜಾರಿಗೆ ತರಲಾಗಿದೆ ಎಂದು ತಿಳಿಸಿದರು. ಮಕ್ಕಳ ಭವಿಷ್ಯದ ದೃಷ್ಟಿಯಿಂದ ಸರ್ಕಾರ ಹಲವು ಕ್ರಮಗಳನ್ನು ಕೈಗೊಂಡಿದೆ. ಗ್ರಾಮೀಣ ಭಾಗದ ವಿದ್ಯಾರ್ಥಿಗಳಿಗೆ ಗುಣಮಟ್ಟದ ಶಿಕ್ಷಣ ನೀಡಲು ಎಲ್ಲರೂ ಸಹಕರಿಸಬೇಕು. ಕಾರ್ಯಕ್ರಮದಲ್ಲಿ ಅಧಿಕಾರಿಗಳು, ಶಿಕ್ಷಕರು ಹಾಗೂ ಪೋಷಕರು ಉಪಸ್ಥಿತರಿದ್ದರು. ಜಿಲ್ಲೆಯ ಎಲ್ಲಾ ಶಾಲೆಗಳಲ್ಲಿ ಈ ಯೋಜನೆ ಅನುಷ್ಠಾನಗೊಳ್ಳಲಿದೆ ಎಂದು ಹೇಳಿದರು. ಸಮಾರಂಭದಲ್ಲಿ ಗಣ್ಯರು ಪಾಲ್ಗೊಂಡಿದ್ದರು. xyxy=(140,572,206,599)
story-1-headline-1: ಮಕ್ಕಳ ಭವಿಷ್ಯದ ದೃಷ್ಟಿಯಿಂದ ಶಿಕ್ಷಣ ಇಲಾಖೆಯಲ್ಲಿ xyxy=(57,89,153,96)
story-7-headline-2: ಜಾಗೃತಿ ಮೂಡಿಸುವ ಕಾರ್ಯ ನಡೆಯಬೇಕು xyxy=(54,402,156,411)
gram-panchayat-notice xyxy=(210,563,316,637)
story-5-photo xyxy=(210,266,422,316)
advertisement-notice xyxy=(320,563,422,637)
story-2 xyxy=(210,89,422,209)
advertisement-text: ಚಿತ್ರದುರ್ಗ: ನಗರದಲ್ಲಿ ನಡೆದ ಕಾರ್ಯಕ್ರಮದಲ್ಲಿ ಭಾಗವಹಿಸಿ ಮಾತನಾಡಿದ ಅವರು ಶಿಕ್ಷಣ ಇಲಾಖೆಯಲ್ಲಿ ಹೊಸ ಯೋಜನೆಗಳನ್ನು ಜಾರಿಗೆ ತರಲಾಗಿದೆ ಎಂದು ತಿಳಿಸಿದರು. ಮಕ್ಕಳ ಭವಿಷ್ಯದ ದೃಷ್ಟಿಯಿಂದ ಸರ್ಕಾರ ಹಲವು ಕ್ರಮಗಳನ್ನು ಕೈಗೊಂಡಿದೆ. ಗ್ರಾಮೀಣ ಭಾಗದ ವಿದ್ಯಾರ್ಥಿಗಳಿಗೆ ಗುಣಮಟ್ಟದ ಶಿಕ್ಷಣ ನೀಡಲು ಎಲ್ಲರೂ ಸಹಕರಿಸಬೇಕು. ಕಾರ್ಯಕ್ರಮದಲ್ಲಿ ಅಧಿಕಾರಿಗಳು, ಶಿಕ್ಷಕರು ಹಾಗೂ ಪೋಷಕರು ಉಪಸ್ಥಿತರಿದ್ದರು. ಜಿಲ್ಲೆಯ ಎಲ್ಲಾ ಶಾಲೆಗಳಲ್ಲಿ ಈ ಯೋಜನೆ ಅನುಷ್ಠಾನಗೊಳ್ಳಲಿದೆ ಎಂದು ಹೇಳಿದರು. ಸಮಾರಂಭದಲ್ಲಿ ಗಣ್ಯರು ಪಾಲ್ಗೊಂಡಿದ್ದರು. xyxy=(323,586,421,603)
story-8-photo xyxy=(210,517,310,557)
story-3-headline: ಮೇ 27 : ಸ್ಪರ್ಧಾತ್ಮಕ ಪರೀಕ್ಷಾ ತರಬೇತಿ ಶಿಬಿರ xyxy=(55,282,155,290)
story-7-col-2: ಚಿತ್ರದುರ್ಗ: ನಗರದಲ್ಲಿ ನಡೆದ ಕಾರ್ಯಕ್ರಮದಲ್ಲಿ ಭಾಗವಹಿಸಿ ಮಾತನಾಡಿದ ಅವರು ಶಿಕ್ಷಣ ಇಲಾಖೆಯಲ್ಲಿ ಹೊಸ ಯೋಜನೆಗಳನ್ನು ಜಾರಿಗೆ ತರಲಾಗಿದೆ ಎಂದು ತಿಳಿಸಿದರು. ಮಕ್ಕಳ ಭವಿಷ್ಯದ ದೃಷ್ಟಿಯಿಂದ ಸರ್ಕಾರ ಹಲವು ಕ್ರಮಗಳನ್ನು ಕೈಗೊಂಡಿದೆ. ಗ್ರಾಮೀಣ ಭಾಗದ ವಿದ್ಯಾರ್ಥಿಗಳಿಗೆ ಗುಣಮಟ್ಟದ ಶಿಕ್ಷಣ ನೀಡಲು ಎಲ್ಲರೂ ಸಹಕರಿಸಬೇಕು. ಕಾರ್ಯಕ್ರಮದಲ್ಲಿ ಅಧಿಕಾರಿಗಳು, ಶಿಕ್ಷಕರು ಹಾಗೂ ಪೋಷಕರು ಉಪಸ್ಥಿತರಿದ್ದರು. ಜಿಲ್ಲೆಯ ಎಲ್ಲಾ ಶಾಲೆಗಳಲ್ಲಿ ಈ ಯೋಜನೆ ಅನುಷ್ಠಾನಗೊಳ್ಳಲಿದೆ ಎಂದು ಹೇಳಿದರು. ಸಮಾರಂಭದಲ್ಲಿ ಗಣ್ಯರು ಪಾಲ್ಗೊಂಡಿದ್ದರು. xyxy=(55,473,103,506)
story-1-photo xyxy=(4,111,206,169)
story-9-col-1: ಚಿತ್ರದುರ್ಗ: ನಗರದಲ್ಲಿ ನಡೆದ ಕಾರ್ಯಕ್ರಮದಲ್ಲಿ ಭಾಗವಹಿಸಿ ಮಾತನಾಡಿದ ಅವರು ಶಿಕ್ಷಣ ಇಲಾಖೆಯಲ್ಲಿ ಹೊಸ ಯೋಜನೆಗಳನ್ನು ಜಾರಿಗೆ ತರಲಾಗಿದೆ ಎಂದು ತಿಳಿಸಿದರು. ಮಕ್ಕಳ ಭವಿಷ್ಯದ ದೃಷ್ಟಿಯಿಂದ ಸರ್ಕಾರ ಹಲವು ಕ್ರಮಗಳನ್ನು ಕೈಗೊಂಡಿದೆ. ಗ್ರಾಮೀಣ ಭಾಗದ ವಿದ್ಯಾರ್ಥಿಗಳಿಗೆ ಗುಣಮಟ್ಟದ ಶಿಕ್ಷಣ ನೀಡಲು ಎಲ್ಲರೂ ಸಹಕರಿಸಬೇಕು. ಕಾರ್ಯಕ್ರಮದಲ್ಲಿ ಅಧಿಕಾರಿಗಳು, ಶಿಕ್ಷಕರು ಹಾಗೂ ಪೋಷಕರು ಉಪಸ್ಥಿತರಿದ್ದರು. ಜಿಲ್ಲೆಯ ಎಲ್ಲಾ ಶಾಲೆಗಳಲ್ಲಿ ಈ ಯೋಜನೆ ಅನುಷ್ಠಾನಗೊಳ್ಳಲಿದೆ ಎಂದು ಹೇಳಿದರು. ಸಮಾರಂಭದಲ್ಲಿ ಗಣ್ಯರು ಪಾಲ್ಗೊಂಡಿದ್ದರು. xyxy=(4,572,68,599)
notice-box-1-title: ಸರ್ಕಾರಿ ಪ್ರಕಟಣೆ xyxy=(388,518,404,522)
story-9-headline: ಜಿಲ್ಲಾ ಪಂಚಾಯತ್ ಮಾಹಿತಿ xyxy=(77,562,133,569)
story-1-col-3: ಚಿತ್ರದುರ್ಗ: ನಗರದಲ್ಲಿ ನಡೆದ ಕಾರ್ಯಕ್ರಮದಲ್ಲಿ ಭಾಗವಹಿಸಿ ಮಾತನಾಡಿದ ಅವರು ಶಿಕ್ಷಣ ಇಲಾಖೆಯಲ್ಲಿ ಹೊಸ ಯೋಜನೆಗಳನ್ನು ಜಾರಿಗೆ ತರಲಾಗಿದೆ ಎಂದು ತಿಳಿಸಿದರು. ಮಕ್ಕಳ ಭವಿಷ್ಯದ ದೃಷ್ಟಿಯಿಂದ ಸರ್ಕಾರ ಹಲವು ಕ್ರಮಗಳನ್ನು ಕೈಗೊಂಡಿದೆ. ಗ್ರಾಮೀಣ ಭಾಗದ ವಿದ್ಯಾರ್ಥಿಗಳಿಗೆ ಗುಣಮಟ್ಟದ ಶಿಕ್ಷಣ ನೀಡಲು ಎಲ್ಲರೂ ಸಹಕರಿಸಬೇಕು. ಕಾರ್ಯಕ್ರಮದಲ್ಲಿ ಅಧಿಕಾರಿಗಳು, ಶಿಕ್ಷಕರು ಹಾಗೂ ಪೋಷಕರು ಉಪಸ್ಥಿತರಿದ್ದರು. ಜಿಲ್ಲೆಯ ಎಲ್ಲಾ ಶಾಲೆಗಳಲ್ಲಿ ಈ ಯೋಜನೆ ಅನುಷ್ಠಾನಗೊಳ್ಳಲಿದೆ ಎಂದು ಹೇಳಿದರು. ಸಮಾರಂಭದಲ್ಲಿ ಗಣ್ಯರು ಪಾಲ್ಗೊಂಡಿದ್ದರು. xyxy=(106,172,154,205)
story-6-photo xyxy=(210,405,422,457)
story-2-photo-1 xyxy=(210,113,270,153)
divider-s7 xyxy=(4,391,206,392)
ka-line: KA/SK/CTA - 254/2024-2026 xyxy=(9,45,76,50)
story-7-headline-1: ಬಡ ವಿದ್ಯಾರ್ಥಿಗಳಿಗೆ ಉಚಿತ ಶಿಕ್ಷಣ ನೀಡುವ xyxy=(63,394,147,401)
market-table xyxy=(358,460,422,502)
notice-box-1 xyxy=(370,517,422,557)
story-5-headline-1: ಕಾಂಗ್ರೆಸ್ ಪಕ್ಷದ ವಿಧಾನ ಪರಿಷತ್ತಿನ ನೈಋತ್ಯ ಪದವೀಧರ ಕ್ಷೇತ್ರದ xyxy=(261,246,371,252)
story-2-headline-2: ಪರಿಶೀಲಿಸಬೇಕಿದೆ : ಹುಲಿಕುಂಟೆ ಮೂರ್ತಿ xyxy=(264,100,368,110)
story-1-col-4: ಚಿತ್ರದುರ್ಗ: ನಗರದಲ್ಲಿ ನಡೆದ ಕಾರ್ಯಕ್ರಮದಲ್ಲಿ ಭಾಗವಹಿಸಿ ಮಾತನಾಡಿದ ಅವರು ಶಿಕ್ಷಣ ಇಲಾಖೆಯಲ್ಲಿ ಹೊಸ ಯೋಜನೆಗಳನ್ನು ಜಾರಿಗೆ ತರಲಾಗಿದೆ ಎಂದು ತಿಳಿಸಿದರು. ಮಕ್ಕಳ ಭವಿಷ್ಯದ ದೃಷ್ಟಿಯಿಂದ ಸರ್ಕಾರ ಹಲವು ಕ್ರಮಗಳನ್ನು ಕೈಗೊಂಡಿದೆ. ಗ್ರಾಮೀಣ ಭಾಗದ ವಿದ್ಯಾರ್ಥಿಗಳಿಗೆ ಗುಣಮಟ್ಟದ ಶಿಕ್ಷಣ ನೀಡಲು ಎಲ್ಲರೂ ಸಹಕರಿಸಬೇಕು. ಕಾರ್ಯಕ್ರಮದಲ್ಲಿ ಅಧಿಕಾರಿಗಳು, ಶಿಕ್ಷಕರು ಹಾಗೂ ಪೋಷಕರು ಉಪಸ್ಥಿತರಿದ್ದರು. ಜಿಲ್ಲೆಯ ಎಲ್ಲಾ ಶಾಲೆಗಳಲ್ಲಿ ಈ ಯೋಜನೆ ಅನುಷ್ಠಾನಗೊಳ್ಳಲಿದೆ ಎಂದು ಹೇಳಿದರು. ಸಮಾರಂಭದಲ್ಲಿ ಗಣ್ಯರು ಪಾಲ್ಗೊಂಡಿದ್ದರು. xyxy=(157,172,205,205)
story-5-pre-col-2: ಚಿತ್ರದುರ್ಗ: ನಗರದಲ್ಲಿ ನಡೆದ ಕಾರ್ಯಕ್ರಮದಲ್ಲಿ ಭಾಗವಹಿಸಿ ಮಾತನಾಡಿದ ಅವರು ಶಿಕ್ಷಣ ಇಲಾಖೆಯಲ್ಲಿ ಹೊಸ ಯೋಜನೆಗಳನ್ನು ಜಾರಿಗೆ ತರಲಾಗಿದೆ ಎಂದು ತಿಳಿಸಿದರು. ಮಕ್ಕಳ ಭವಿಷ್ಯದ ದೃಷ್ಟಿಯಿಂದ ಸರ್ಕಾರ ಹಲವು ಕ್ರಮಗಳನ್ನು ಕೈಗೊಂಡಿದೆ. ಗ್ರಾಮೀಣ ಭಾಗದ ವಿದ್ಯಾರ್ಥಿಗಳಿಗೆ ಗುಣಮಟ್ಟದ ಶಿಕ್ಷಣ ನೀಡಲು ಎಲ್ಲರೂ ಸಹಕರಿಸಬೇಕು. ಕಾರ್ಯಕ್ರಮದಲ್ಲಿ ಅಧಿಕಾರಿಗಳು, ಶಿಕ್ಷಕರು ಹಾಗೂ ಪೋಷಕರು ಉಪಸ್ಥಿತರಿದ್ದರು. ಜಿಲ್ಲೆಯ ಎಲ್ಲಾ ಶಾಲೆಗಳಲ್ಲಿ ಈ ಯೋಜನೆ ಅನುಷ್ಠಾನಗೊಳ್ಳಲಿದೆ ಎಂದು ಹೇಳಿದರು. ಸಮಾರಂಭದಲ್ಲಿ ಗಣ್ಯರು ಪಾಲ್ಗೊಂಡಿದ್ದರು. xyxy=(318,213,422,230)
rni-number: RNI No. 58132/94 (DELHI) xyxy=(9,32,73,37)
story-9 xyxy=(4,545,206,637)
left-info-line-3: ದೂರವಾಣಿ: ........ xyxy=(9,16,30,21)
left-info-line-1: ಸಂಪಾದಕರು: ಕೆ. ಮಂಜುನಾಥ xyxy=(9,9,38,13)
story-6-col-1: ಚಿತ್ರದುರ್ಗ: ನಗರದಲ್ಲಿ ನಡೆದ ಕಾರ್ಯಕ್ರಮದಲ್ಲಿ ಭಾಗವಹಿಸಿ ಮಾತನಾಡಿದ ಅವರು ಶಿಕ್ಷಣ ಇಲಾಖೆಯಲ್ಲಿ ಹೊಸ ಯೋಜನೆಗಳನ್ನು ಜಾರಿಗೆ ತರಲಾಗಿದೆ ಎಂದು ತಿಳಿಸಿದರು. ಮಕ್ಕಳ ಭವಿಷ್ಯದ ದೃಷ್ಟಿಯಿಂದ ಸರ್ಕಾರ ಹಲವು ಕ್ರಮಗಳನ್ನು ಕೈಗೊಂಡಿದೆ. ಗ್ರಾಮೀಣ ಭಾಗದ ವಿದ್ಯಾರ್ಥಿಗಳಿಗೆ ಗುಣಮಟ್ಟದ ಶಿಕ್ಷಣ ನೀಡಲು ಎಲ್ಲರೂ ಸಹಕರಿಸಬೇಕು. ಕಾರ್ಯಕ್ರಮದಲ್ಲಿ ಅಧಿಕಾರಿಗಳು, ಶಿಕ್ಷಕರು ಹಾಗೂ ಪೋಷಕರು ಉಪಸ್ಥಿತರಿದ್ದರು. ಜಿಲ್ಲೆಯ ಎಲ್ಲಾ ಶಾಲೆಗಳಲ್ಲಿ ಈ ಯೋಜನೆ ಅನುಷ್ಠಾನಗೊಳ್ಳಲಿದೆ ಎಂದು ಹೇಳಿದರು. ಸಮಾರಂಭದಲ್ಲಿ ಗಣ್ಯರು ಪಾಲ್ಗೊಂಡಿದ್ದರು. xyxy=(210,460,280,483)
dateline-left: ಪುಟಗಳು: 2 ಬೆಲೆ: 1 ರೂ. xyxy=(6,80,33,84)
gram-panchayat-title: ಗ್ರಾಮ ಪಂಚಾಯತಿ ಕಾರ್ಯಾಲಯ xyxy=(237,577,291,583)
story-4-headline: ಚಿತ್ರದುರ್ಗ ಜಿಲ್ಲೆ ಉದ್ಘಾಟನೆ xyxy=(79,316,129,322)
divider-s8 xyxy=(210,504,422,505)
column-rule-main xyxy=(208,89,209,637)
story-7-photo xyxy=(4,414,206,470)
masthead-rule-bottom xyxy=(4,86,422,87)
notice-box-1-text: ಚಿತ್ರದುರ್ಗ: ನಗರದಲ್ಲಿ ನಡೆದ ಕಾರ್ಯಕ್ರಮದಲ್ಲಿ ಭಾಗವಹಿಸಿ ಮಾತನಾಡಿದ ಅವರು ಶಿಕ್ಷಣ ಇಲಾಖೆಯಲ್ಲಿ ಹೊಸ ಯೋಜನೆಗಳನ್ನು ಜಾರಿಗೆ ತರಲಾಗಿದೆ ಎಂದು ತಿಳಿಸಿದರು. ಮಕ್ಕಳ ಭವಿಷ್ಯದ ದೃಷ್ಟಿಯಿಂದ ಸರ್ಕಾರ ಹಲವು ಕ್ರಮಗಳನ್ನು ಕೈಗೊಂಡಿದೆ. ಗ್ರಾಮೀಣ ಭಾಗದ ವಿದ್ಯಾರ್ಥಿಗಳಿಗೆ ಗುಣಮಟ್ಟದ ಶಿಕ್ಷಣ ನೀಡಲು ಎಲ್ಲರೂ ಸಹಕರಿಸಬೇಕು. ಕಾರ್ಯಕ್ರಮದಲ್ಲಿ ಅಧಿಕಾರಿಗಳು, ಶಿಕ್ಷಕರು ಹಾಗೂ ಪೋಷಕರು ಉಪಸ್ಥಿತರಿದ್ದರು. ಜಿಲ್ಲೆಯ ಎಲ್ಲಾ ಶಾಲೆಗಳಲ್ಲಿ ಈ ಯೋಜನೆ ಅನುಷ್ಠಾನಗೊಳ್ಳಲಿದೆ ಎಂದು ಹೇಳಿದರು. ಸಮಾರಂಭದಲ್ಲಿ ಗಣ್ಯರು ಪಾಲ್ಗೊಂಡಿದ್ದರು. xyxy=(372,522,420,555)
email-label: E-mail : xyxy=(363,40,379,45)
story-5-col-4: ಚಿತ್ರದುರ್ಗ: ನಗರದಲ್ಲಿ ನಡೆದ ಕಾರ್ಯಕ್ರಮದಲ್ಲಿ ಭಾಗವಹಿಸಿ ಮಾತನಾಡಿದ ಅವರು ಶಿಕ್ಷಣ ಇಲಾಖೆಯಲ್ಲಿ ಹೊಸ ಯೋಜನೆಗಳನ್ನು ಜಾರಿಗೆ ತರಲಾಗಿದೆ ಎಂದು ತಿಳಿಸಿದರು. ಮಕ್ಕಳ ಭವಿಷ್ಯದ ದೃಷ್ಟಿಯಿಂದ ಸರ್ಕಾರ ಹಲವು ಕ್ರಮಗಳನ್ನು ಕೈಗೊಂಡಿದೆ. ಗ್ರಾಮೀಣ ಭಾಗದ ವಿದ್ಯಾರ್ಥಿಗಳಿಗೆ ಗುಣಮಟ್ಟದ ಶಿಕ್ಷಣ ನೀಡಲು ಎಲ್ಲರೂ ಸಹಕರಿಸಬೇಕು. ಕಾರ್ಯಕ್ರಮದಲ್ಲಿ ಅಧಿಕಾರಿಗಳು, ಶಿಕ್ಷಕರು ಹಾಗೂ ಪೋಷಕರು ಉಪಸ್ಥಿತರಿದ್ದರು. ಜಿಲ್ಲೆಯ ಎಲ್ಲಾ ಶಾಲೆಗಳಲ್ಲಿ ಈ ಯೋಜನೆ ಅನುಷ್ಠಾನಗೊಳ್ಳಲಿದೆ ಎಂದು ಹೇಳಿದರು. ಸಮಾರಂಭದಲ್ಲಿ ಗಣ್ಯರು ಪಾಲ್ಗೊಂಡಿದ್ದರು. xyxy=(372,319,422,352)
story-8-col-1: ಚಿತ್ರದುರ್ಗ: ನಗರದಲ್ಲಿ ನಡೆದ ಕಾರ್ಯಕ್ರಮದಲ್ಲಿ ಭಾಗವಹಿಸಿ ಮಾತನಾಡಿದ ಅವರು ಶಿಕ್ಷಣ ಇಲಾಖೆಯಲ್ಲಿ ಹೊಸ ಯೋಜನೆಗಳನ್ನು ಜಾರಿಗೆ ತರಲಾಗಿದೆ ಎಂದು ತಿಳಿಸಿದರು. ಮಕ್ಕಳ ಭವಿಷ್ಯದ ದೃಷ್ಟಿಯಿಂದ ಸರ್ಕಾರ ಹಲವು ಕ್ರಮಗಳನ್ನು ಕೈಗೊಂಡಿದೆ. ಗ್ರಾಮೀಣ ಭಾಗದ ವಿದ್ಯಾರ್ಥಿಗಳಿಗೆ ಗುಣಮಟ್ಟದ ಶಿಕ್ಷಣ ನೀಡಲು ಎಲ್ಲರೂ ಸಹಕರಿಸಬೇಕು. ಕಾರ್ಯಕ್ರಮದಲ್ಲಿ ಅಧಿಕಾರಿಗಳು, ಶಿಕ್ಷಕರು ಹಾಗೂ ಪೋಷಕರು ಉಪಸ್ಥಿತರಿದ್ದರು. ಜಿಲ್ಲೆಯ ಎಲ್ಲಾ ಶಾಲೆಗಳಲ್ಲಿ ಈ ಯೋಜನೆ ಅನುಷ್ಠಾನಗೊಳ್ಳಲಿದೆ ಎಂದು ಹೇಳಿದರು. ಸಮಾರಂಭದಲ್ಲಿ ಗಣ್ಯರು ಪಾಲ್ಗೊಂಡಿದ್ದರು. xyxy=(314,517,366,547)
